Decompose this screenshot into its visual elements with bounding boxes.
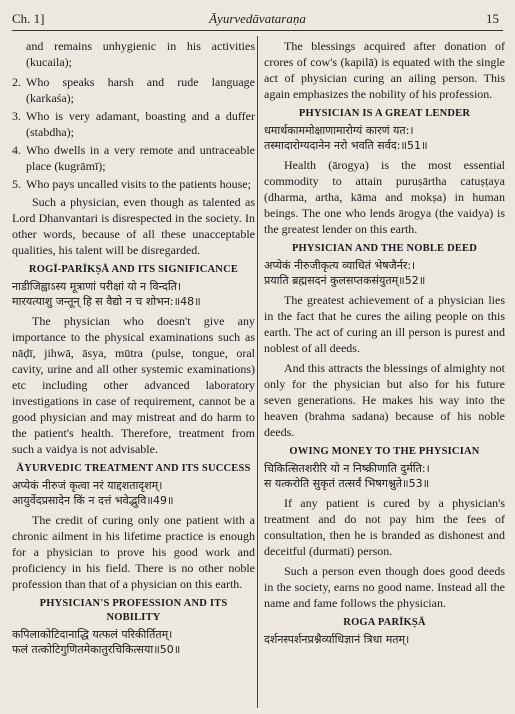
verse-line: चिकित्सितशरीरि यो न निष्क्रीणाति दुर्मति:।	[264, 462, 430, 475]
sanskrit-verse	[264, 258, 505, 288]
verse-line: कपिलाकोटिदानाद्धि यत्फलं परिकीर्तितम्।	[12, 628, 173, 641]
list-text: Who pays uncalled visits to the patients house;	[26, 177, 251, 191]
verse-line: मारयत्याशु जन्तून् हि स वैद्यो न च शोभन:॥48॥	[12, 295, 201, 308]
list-number: 4.	[12, 143, 21, 157]
section-heading: ROGĪ-PARĪKṢĀ AND ITS SIGNIFICANCE	[28, 264, 239, 275]
verse-line: धमार्थकाममोक्षाणामारोग्यं कारणं यत:।	[264, 124, 414, 137]
paragraph: If any patient is cured by a physician's treatment and do not pay him the fees of consultation, then he is branded as dishonest and deceitful (durmati) person.	[264, 496, 505, 558]
section-heading: ĀYURVEDIC TREATMENT AND ITS SUCCESS	[16, 463, 251, 474]
list-number: 5.	[12, 177, 21, 191]
section-heading: PHYSICIAN IS A GREAT LENDER	[298, 108, 471, 119]
paragraph: Such a physician, even though as talented as Lord Dhanvantari is disrespected in the society. In other words, because of all these unacceptable qualities, his talent will be disregarded.	[12, 195, 255, 257]
verse-line: अप्येकं नीरुजीकृत्य व्याधितं भेषजैर्नर:।	[264, 259, 416, 272]
paragraph: The physician who doesn't give any importance to the physical examinations such as nāḍī, jihwā, āsya, mūtra (pulse, tongue, oral cavity, urine and all other systemic examinations) etc including other advanced laboratory investigations in case of requirement, cannot be a good physician and may mistreat and do harm to the patient's health. Therefore, treatment from such a vaidya is not advisable.	[12, 314, 255, 456]
page-header	[12, 8, 503, 31]
verse-line: प्रयाति ब्रह्मसदनं कुलसप्तकसंयुतम्॥52॥	[264, 274, 426, 287]
list-item	[12, 108, 255, 140]
list-item	[12, 142, 255, 174]
left-column	[12, 38, 255, 661]
list-item	[12, 176, 255, 192]
list-number: 3.	[12, 109, 21, 123]
verse-line: तस्मादारोग्यदानेन नरो भवति सर्वद:॥51॥	[264, 139, 428, 152]
sanskrit-verse	[264, 632, 505, 647]
paragraph: And this attracts the blessings of almighty not only for the physician but also for his future seven generations. He makes his way into the heaven (brahma sadana) because of his noble deeds.	[264, 361, 505, 439]
section-heading: PHYSICIAN AND THE NOBLE DEED	[291, 243, 478, 254]
paragraph: Health (ārogya) is the most essential commodity to attain puruṣārtha catuṣṭaya (dharma, artha, kāma and mokṣa) in human beings. The one who lends ārogya (the vaidya) is the greatest lender on this earth.	[264, 158, 505, 236]
running-title: Āyurvedāvataraṇa	[209, 11, 306, 26]
sanskrit-verse	[12, 478, 255, 508]
paragraph: The credit of curing only one patient with a chronic ailment in his lifetime practice is enough for a physician to prove his good work and proficiency in his field. There is no other noble profession than that of a physician on this earth.	[12, 513, 255, 591]
verse-line: फलं तत्कोटिगुणितमेकातुरचिकित्सया॥50॥	[12, 643, 181, 656]
chapter-label: Ch. 1]	[12, 11, 45, 26]
list-text: Who speaks harsh and rude language (karkaśa);	[26, 75, 255, 105]
list-text: Who is very adamant, boasting and a duffer (stabdha);	[26, 109, 255, 139]
list-number: 2.	[12, 75, 21, 89]
list-continuation: and remains unhygienic in his activities (kucaila);	[26, 39, 255, 69]
sanskrit-verse	[12, 627, 255, 657]
verse-line: स यत्करोति सुकृतं तत्सर्वं भिषगश्नुते॥53॥	[264, 477, 430, 490]
verse-line: अप्येकं नीरुजं कृत्वा नरं याद्दशतादृशम्।	[12, 479, 163, 492]
list-item	[12, 74, 255, 106]
paragraph: The blessings acquired after donation of crores of cow's (kapilā) is equated with the single act of physician curing an ailing person. This again emphasizes the nobility of his profession.	[264, 39, 505, 101]
verse-line: नाडीजिह्वाऽस्य मूत्राणां परीक्षां यो न विन्दति।	[12, 280, 182, 293]
paragraph: Such a person even though does good deeds in the society, earns no good name. Instead all the name and fame follows the physician.	[264, 564, 505, 610]
column-divider	[257, 36, 258, 708]
list-text: Who dwells in a very remote and untraceable place (kugrāmī);	[26, 143, 255, 173]
section-heading: PHYSICIAN'S PROFESSION AND ITS NOBILITY	[39, 598, 228, 623]
sanskrit-verse	[264, 461, 505, 491]
sanskrit-verse	[264, 123, 505, 153]
verse-line: दर्शनस्पर्शनप्रश्नैर्व्याधिज्ञानं त्रिधा मतम्।	[264, 633, 410, 646]
section-heading: OWING MONEY TO THE PHYSICIAN	[289, 446, 480, 457]
verse-line: आयुर्वेदप्रसादेन किं न दत्तं भवेद्भुवि॥49॥	[12, 494, 174, 507]
page-number: 15	[486, 11, 499, 26]
sanskrit-verse	[12, 279, 255, 309]
paragraph: The greatest achievement of a physician lies in the fact that he cures the ailing people on this earth. The act of curing an ill person is purest and noblest of all deeds.	[264, 293, 505, 355]
right-column	[264, 38, 505, 651]
section-heading: ROGA PARĪKṢĀ	[343, 617, 426, 628]
